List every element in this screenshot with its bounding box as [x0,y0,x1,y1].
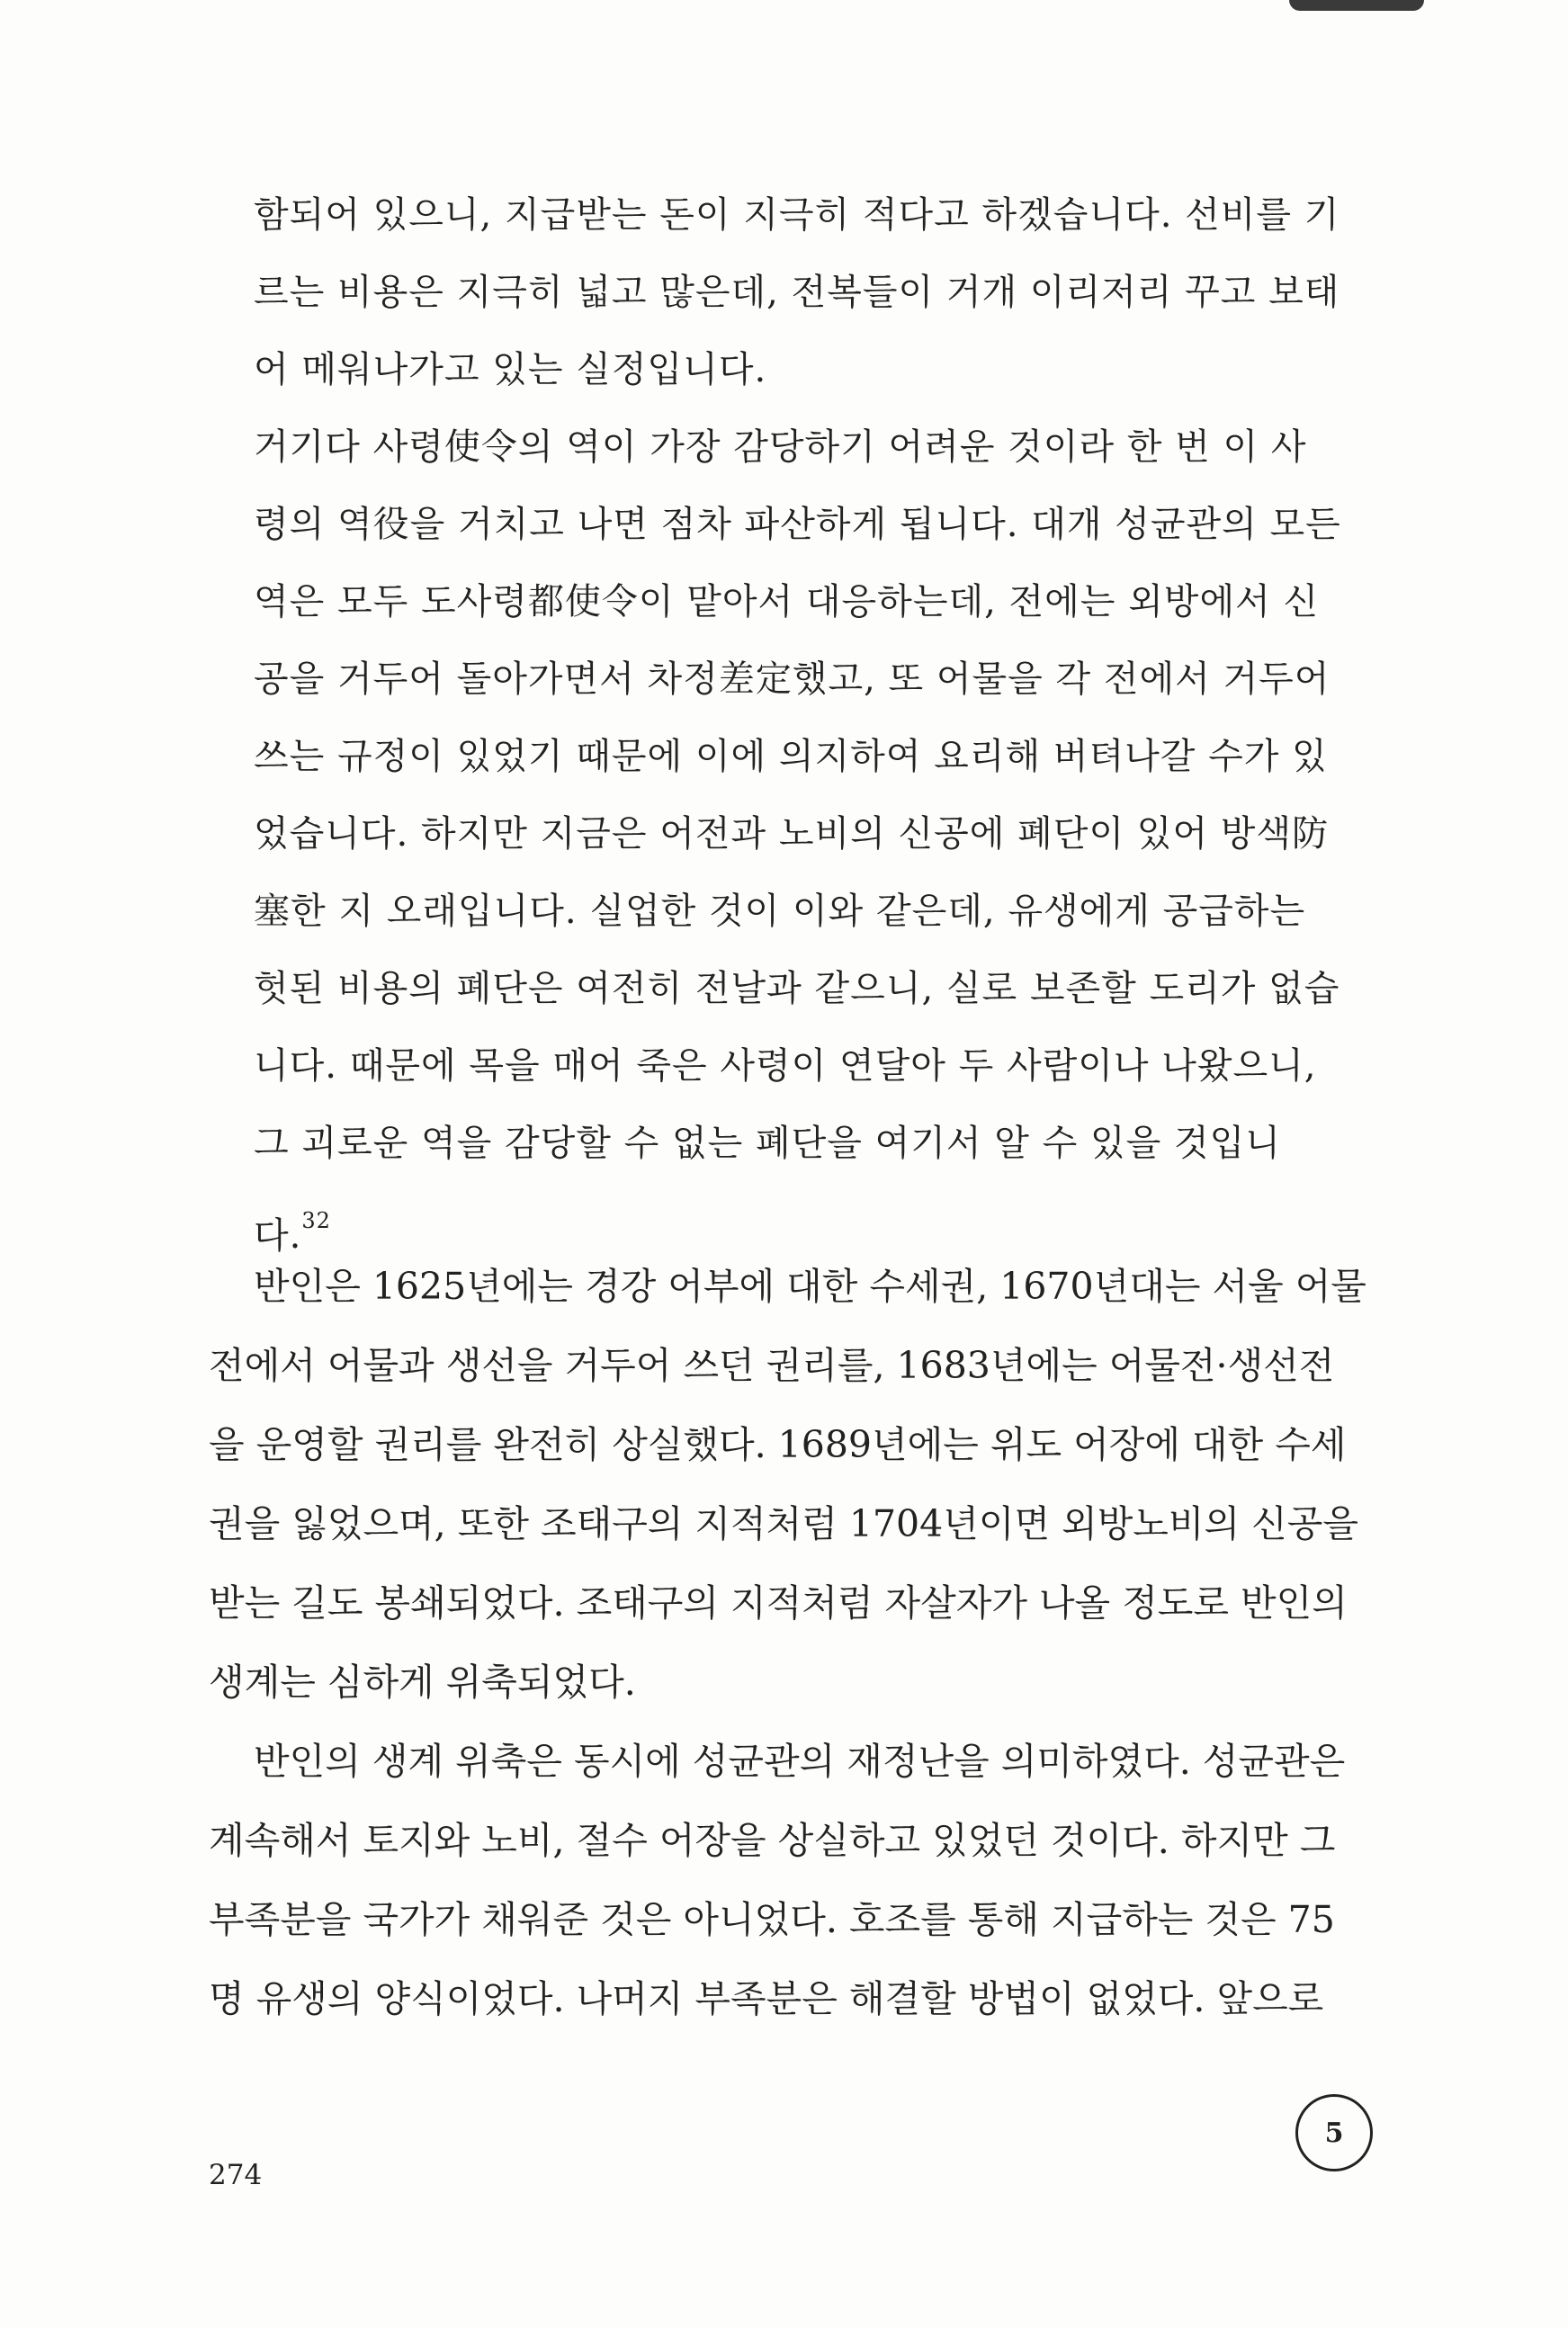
body-paragraph-1: 반인은 1625년에는 경강 어부에 대한 수세권, 1670년대는 서울 어물전에서 어물과 생선을 거두어 쓰던 권리를, 1683년에는 어물전·생선전을 운영할 권리를 완전히 상실했다. 1689년에는 위도 어장에 대한 수세권을 잃었으며, 또한 조태구의 지적처럼 1704년이면 외방노비의 신공을 받는 길도 봉쇄되었다. 조태구의 지적처럼 자살자가 나올 정도로 반인의 생계는 심하게 위축되었다. [209,1265,1366,1704]
circled-page-marker: 5 [1295,2094,1373,2171]
block-quote [254,176,1342,1275]
quote-paragraph-2-text: 거기다 사령使令의 역이 가장 감당하기 어려운 것이라 한 번 이 사령의 역役을 거치고 나면 점차 파산하게 됩니다. 대개 성균관의 모든 역은 모두 도사령都使令이 맡아서 대응하는데, 전에는 외방에서 신공을 거두어 돌아가면서 차정差定했고, 또 어물을 각 전에서 거두어 쓰는 규정이 있었기 때문에 이에 의지하여 요리해 버텨나갈 수가 있었습니다. 하지만 지금은 어전과 노비의 신공에 폐단이 있어 방색防塞한 지 오래입니다. 실업한 것이 이와 같은데, 유생에게 공급하는 헛된 비용의 폐단은 여전히 전날과 같으니, 실로 보존할 도리가 없습니다. 때문에 목을 매어 죽은 사령이 연달아 두 사람이나 나왔으니, 그 괴로운 역을 감당할 수 없는 폐단을 여기서 알 수 있을 것입니다. [254,426,1341,1257]
body-paragraph-2: 반인의 생계 위축은 동시에 성균관의 재정난을 의미하였다. 성균관은 계속해서 토지와 노비, 절수 어장을 상실하고 있었던 것이다. 하지만 그 부족분을 국가가 채워준 것은 아니었다. 호조를 통해 지급하는 것은 75명 유생의 양식이었다. 나머지 부족분은 해결할 방법이 없었다. 앞으로 [209,1740,1346,2020]
scan-edge-mark [1289,0,1424,11]
page-number: 274 [209,2159,263,2191]
quote-paragraph-2 [254,408,1342,1275]
quote-paragraph-1: 함되어 있으니, 지급받는 돈이 지극히 적다고 하겠습니다. 선비를 기르는 비용은 지극히 넓고 많은데, 전복들이 거개 이리저리 꾸고 보태어 메워나가고 있는 실정입니다. [254,194,1340,390]
body-text [209,1247,1369,2038]
footnote-marker: 32 [301,1208,331,1233]
